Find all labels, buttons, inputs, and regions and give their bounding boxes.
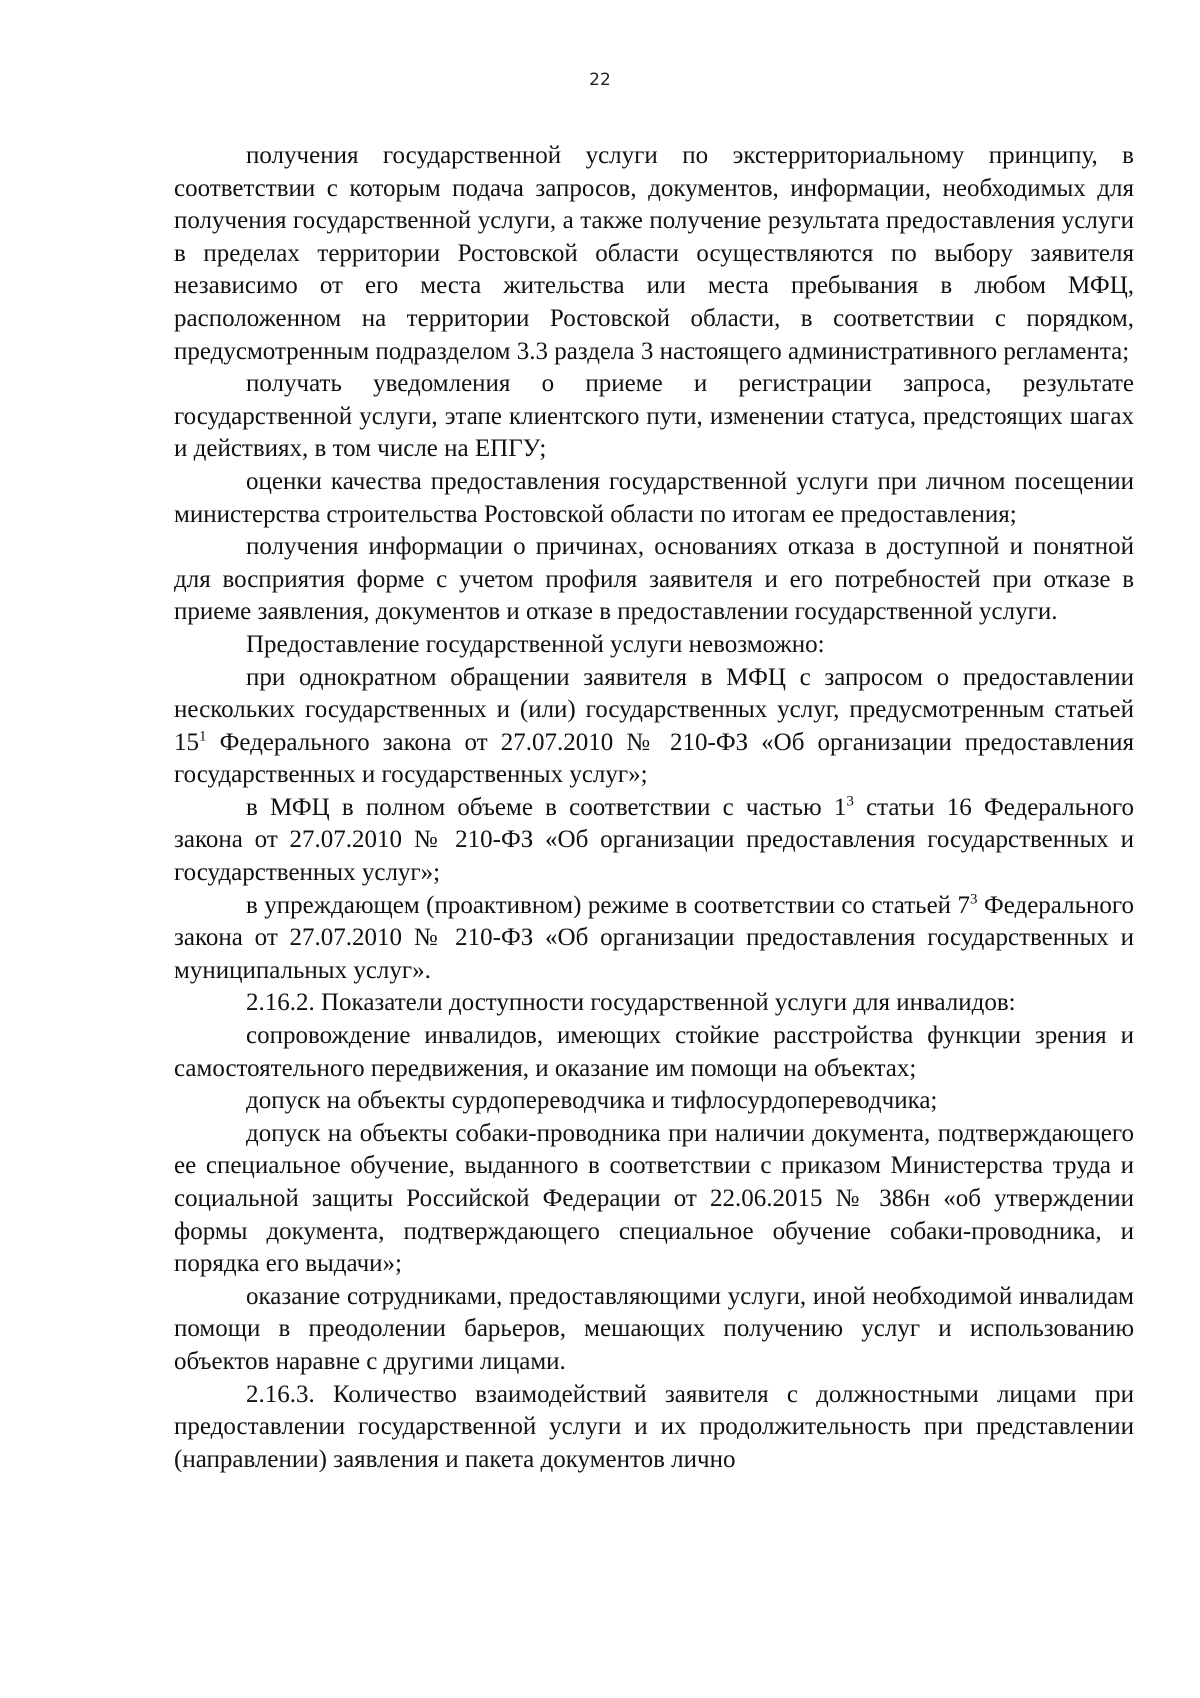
- document-body: [174, 140, 1134, 1476]
- paragraph-text: в упреждающем (проактивном) режиме в соответствии со статьей 7: [246, 891, 970, 919]
- footnote-superscript: 3: [846, 793, 854, 810]
- paragraph-section-2-16-3: 2.16.3. Количество взаимодействий заявителя с должностными лицами при предоставлении государственной услуги и их продолжительность при представлении (направлении) заявления и пакета документов лично: [174, 1380, 1134, 1473]
- paragraph-notifications: получать уведомления о приеме и регистрации запроса, результате государственной услуги, этапе клиентского пути, изменении статуса, предстоящих шагах и действиях, в том числе на ЕПГУ;: [174, 370, 1134, 463]
- paragraph-extraterritorial: получения государственной услуги по экстерриториальному принципу, в соответствии с которым подача запросов, документов, информации, необходимых для получения государственной услуги, а также получение результата предоставления услуги в пределах территории Ростовской области осуществляются по выбору заявителя независимо от его места жительства или места пребывания в любом МФЦ, расположенном на территории Ростовской области, в соответствии с порядком, предусмотренным подразделом 3.3 раздела 3 настоящего административного регламента;: [174, 142, 1134, 365]
- paragraph-full-scope: [174, 792, 1134, 890]
- footnote-superscript: 1: [199, 728, 207, 745]
- paragraph-staff-assistance: оказание сотрудниками, предоставляющими услуги, иной необходимой инвалидам помощи в преодолении барьеров, мешающих получению услуг и использованию объектов наравне с другими лицами.: [174, 1282, 1134, 1375]
- paragraph-refusal-info: получения информации о причинах, основаниях отказа в доступной и понятной для восприятия форме с учетом профиля заявителя и его потребностей при отказе в приеме заявления, документов и отказе в предоставлении государственной услуги.: [174, 533, 1134, 626]
- paragraph-text: Федерального закона от 27.07.2010 № 210-ФЗ «Об организации предоставления государственных и государственных услуг»;: [174, 728, 1134, 789]
- paragraph-text: при однократном обращении заявителя в МФЦ с запросом о предоставлении нескольких государственных и (или) государственных услуг, предусмотренным статьей 15: [174, 663, 1134, 756]
- paragraph-escort: сопровождение инвалидов, имеющих стойкие расстройства функции зрения и самостоятельного передвижения, и оказание им помощи на объектах;: [174, 1022, 1134, 1082]
- paragraph-single-request: [174, 662, 1134, 792]
- paragraph-guide-dog: допуск на объекты собаки-проводника при наличии документа, подтверждающего ее специальное обучение, выданного в соответствии с приказом Министерства труда и социальной защиты Российской Федерации от 22.06.2015 № 386н «об утверждении формы документа, подтверждающего специальное обучение собаки-проводника, и порядка его выдачи»;: [174, 1119, 1134, 1278]
- paragraph-quality-assessment: оценки качества предоставления государственной услуги при личном посещении министерства строительства Ростовской области по итогам ее предоставления;: [174, 467, 1134, 528]
- paragraph-interpreter-access: допуск на объекты сурдопереводчика и тифлосурдопереводчика;: [246, 1087, 938, 1115]
- paragraph-text: Федерального закона от 27.07.2010 № 210-ФЗ «Об организации предоставления государственных и муниципальных услуг».: [174, 891, 1134, 984]
- page-number: 22: [589, 70, 611, 90]
- paragraph-impossible-heading: Предоставление государственной услуги невозможно:: [246, 630, 825, 658]
- paragraph-text: в МФЦ в полном объеме в соответствии с частью 1: [246, 793, 847, 821]
- paragraph-proactive: [174, 890, 1134, 988]
- footnote-superscript: 3: [970, 891, 978, 908]
- paragraph-section-2-16-2: 2.16.2. Показатели доступности государственной услуги для инвалидов:: [246, 989, 1016, 1017]
- paragraph-text: статьи 16 Федерального закона от 27.07.2010 № 210-ФЗ «Об организации предоставления государственных и государственных услуг»;: [174, 793, 1134, 887]
